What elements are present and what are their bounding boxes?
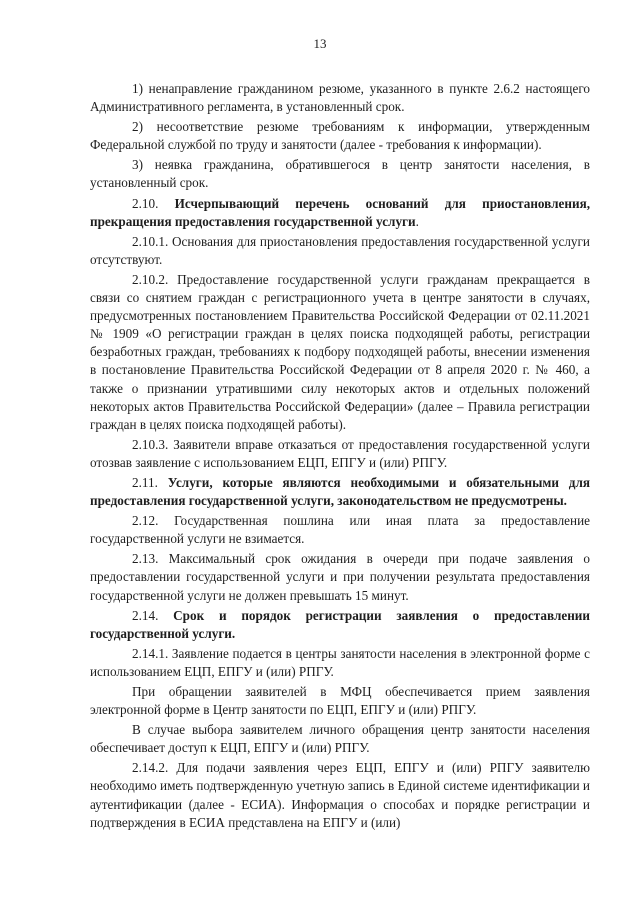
paragraph-2-14-1: 2.14.1. Заявление подается в центры занятости населения в электронной форме с использованием ЕЦП, ЕПГУ и (или) РПГУ. [90,645,590,679]
paragraph-2-10-3: 2.10.3. Заявители вправе отказаться от предоставления государственной услуги отозвав заявление с использованием ЕЦП, ЕПГУ и (или) РПГУ. [90,436,590,470]
paragraph-1: 1) ненаправление гражданином резюме, указанного в пункте 2.6.2 настоящего Административного регламента, в установленный срок. [90,81,590,115]
paragraph-2: 2) несоответствие резюме требованиям к информации, утвержденным Федеральной службой по труду и занятости (далее - требования к информации). [90,119,590,153]
section-2-14-heading: 2.14. Срок и порядок регистрации заявления о предоставлении государственной услуги. [90,607,590,641]
paragraph-mfc: При обращении заявителей в МФЦ обеспечивается прием заявления электронной форме в Центр занятости по ЕЦП, ЕПГУ и (или) РПГУ. [90,684,590,718]
paragraph-2-10-1: 2.10.1. Основания для приостановления предоставления государственной услуги отсутствуют. [90,233,590,267]
paragraph-personal-visit: В случае выбора заявителем личного обращения центр занятости населения обеспечивает доступ к ЕЦП, ЕПГУ и (или) РПГУ. [90,722,590,756]
paragraph-2-13: 2.13. Максимальный срок ожидания в очереди при подаче заявления о предоставлении государственной услуги и при получении результата предоставления государственной услуги не должен превышать 15 минут. [90,551,590,603]
paragraph-3: 3) неявка гражданина, обратившегося в центр занятости населения, в установленный срок. [90,157,590,191]
page-number: 13 [313,36,327,51]
paragraph-2-12: 2.12. Государственная пошлина или иная плата за предоставление государственной услуги не взимается. [90,513,590,547]
paragraph-2-14-2: 2.14.2. Для подачи заявления через ЕЦП, ЕПГУ и (или) РПГУ заявителю необходимо иметь подтвержденную учетную запись в Единой системе идентификации и аутентификации (далее - ЕСИА). Информация о способах и порядке регистрации и подтверждения в ЕСИА представлена на ЕПГУ и (или) [90,760,590,830]
section-2-10-heading: 2.10. Исчерпывающий перечень оснований для приостановления, прекращения предоставления государственной услуги. [90,195,591,229]
section-2-11-heading: 2.11. Услуги, которые являются необходимыми и обязательными для предоставления государственной услуги, законодательством не предусмотрены. [90,474,591,509]
paragraph-2-10-2: 2.10.2. Предоставление государственной услуги гражданам прекращается в связи со снятием граждан с регистрационного учета в центре занятости в случаях, предусмотренных постановлением Правительства Российской Федерации от 02.11.2021 № 1909 «О регистрации граждан в целях поиска подходящей работы, регистрации безработных граждан, требованиях к подбору подходящей работы, внесении изменения в постановление Правительства Российской Федерации от 8 апреля 2020 г. № 460, а также о признании утратившими силу некоторых актов и отдельных положений некоторых актов Правительства Российской Федерации» (далее – Правила регистрации граждан в целях поиска подходящей работы). [90,271,590,432]
document-body [90,80,590,834]
